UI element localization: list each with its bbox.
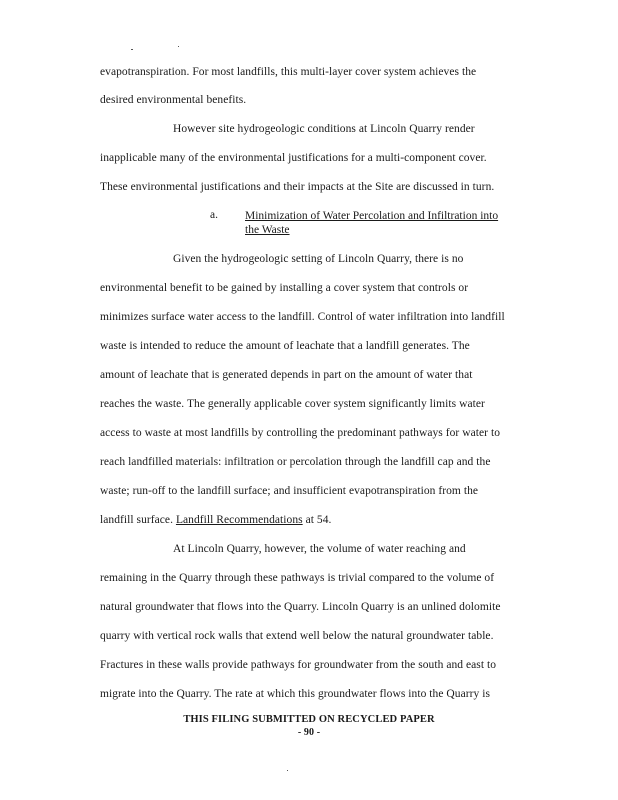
- text-line: However site hydrogeologic conditions at Lincoln Quarry render: [173, 123, 475, 135]
- text-line: reach landfilled materials: infiltration or percolation through the landfill cap and the: [100, 456, 491, 468]
- section-heading-line: Minimization of Water Percolation and Infiltration into: [245, 210, 499, 222]
- scan-speck: [178, 46, 179, 47]
- section-heading: [245, 209, 498, 237]
- scan-speck: [287, 770, 288, 771]
- text-line: remaining in the Quarry through these pathways is trivial compared to the volume of: [100, 572, 495, 584]
- text-line: Fractures in these walls provide pathways for groundwater from the south and east to: [100, 659, 497, 671]
- text-line: access to waste at most landfills by controlling the predominant pathways for water to: [100, 427, 500, 439]
- text-line: environmental benefit to be gained by installing a cover system that controls or: [100, 282, 469, 294]
- text-line: migrate into the Quarry. The rate at which this groundwater flows into the Quarry is: [100, 688, 490, 700]
- scan-speck: [131, 49, 133, 50]
- text-line: reaches the waste. The generally applicable cover system significantly limits water: [100, 398, 485, 410]
- section-label: a.: [210, 209, 218, 221]
- text-line: [100, 513, 530, 527]
- text-line: These environmental justifications and their impacts at the Site are discussed in turn.: [100, 181, 495, 193]
- text-span: at 54.: [302, 514, 332, 526]
- recycled-paper-notice: THIS FILING SUBMITTED ON RECYCLED PAPER: [183, 714, 435, 725]
- text-line: Given the hydrogeologic setting of Lincoln Quarry, there is no: [173, 253, 464, 265]
- text-line: waste is intended to reduce the amount of leachate that a landfill generates. The: [100, 340, 470, 352]
- text-line: amount of leachate that is generated depends in part on the amount of water that: [100, 369, 473, 381]
- text-line: desired environmental benefits.: [100, 94, 247, 106]
- text-line: natural groundwater that flows into the Quarry. Lincoln Quarry is an unlined dolomite: [100, 601, 501, 613]
- text-span: landfill surface.: [100, 514, 176, 526]
- section-heading-line: the Waste: [245, 224, 290, 236]
- text-line: quarry with vertical rock walls that extend well below the natural groundwater table.: [100, 630, 494, 642]
- text-line: minimizes surface water access to the landfill. Control of water infiltration into landfill: [100, 311, 505, 323]
- citation-reference: Landfill Recommendations: [175, 514, 303, 526]
- text-line: waste; run-off to the landfill surface; and insufficient evapotranspiration from the: [100, 485, 479, 497]
- text-line: evapotranspiration. For most landfills, this multi-layer cover system achieves the: [100, 66, 477, 78]
- text-line: inapplicable many of the environmental justifications for a multi-component cover.: [100, 152, 487, 164]
- page-number: - 90 -: [297, 727, 321, 738]
- text-line: At Lincoln Quarry, however, the volume of water reaching and: [173, 543, 466, 555]
